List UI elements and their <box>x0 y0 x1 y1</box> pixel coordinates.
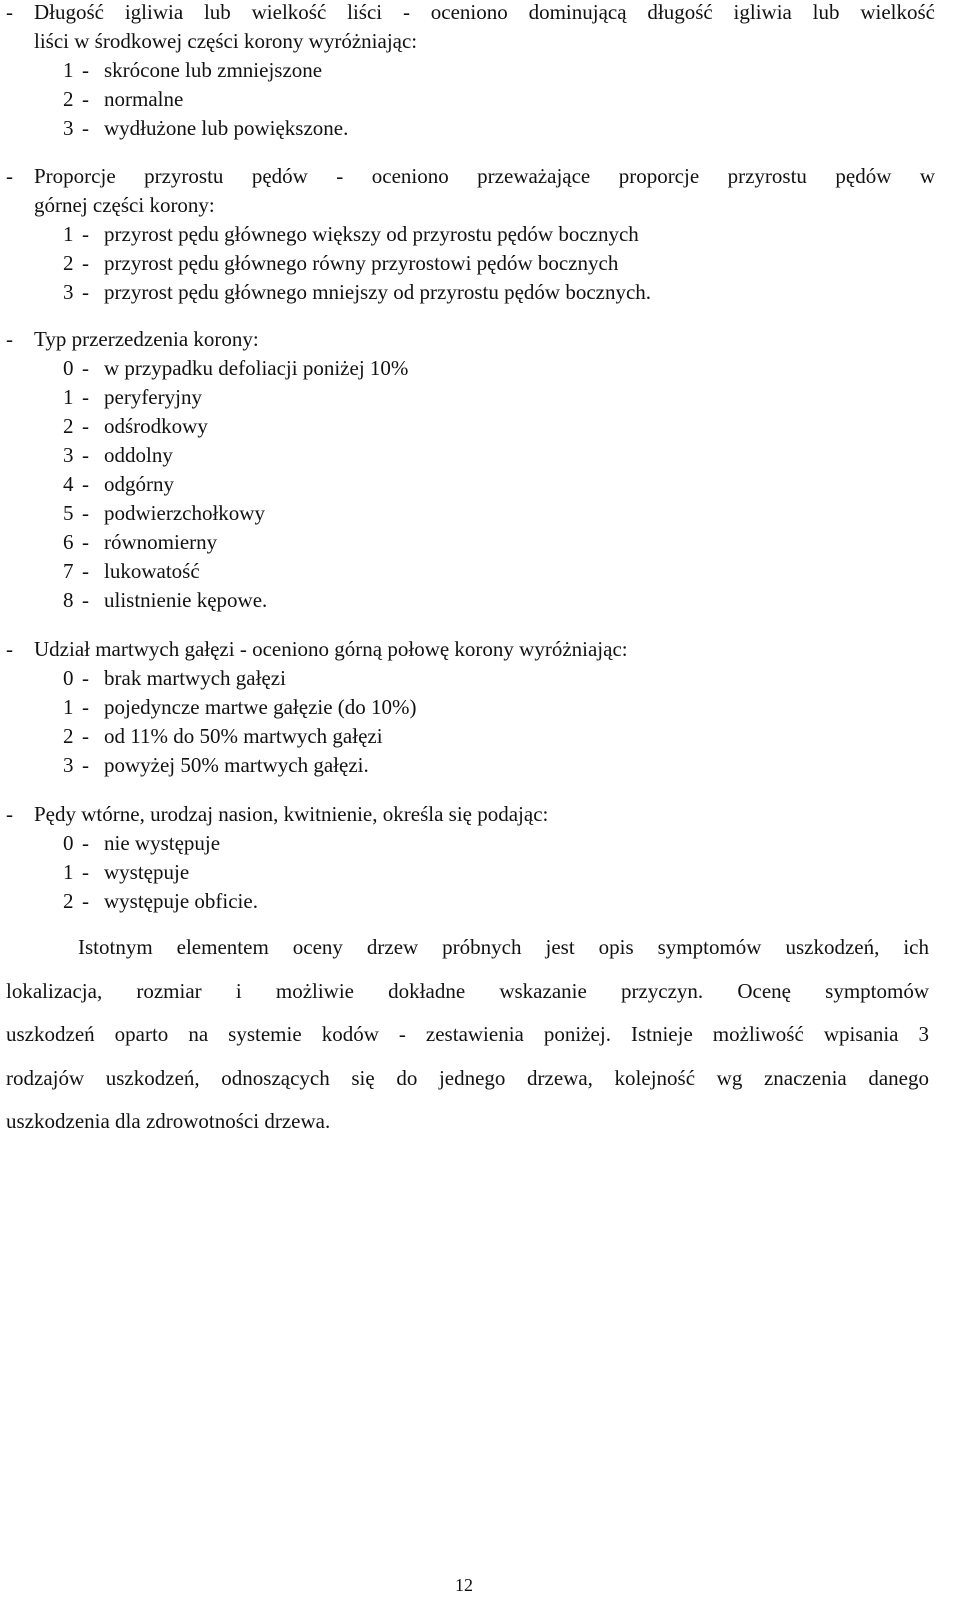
option-code: 3 <box>63 280 74 304</box>
option-separator: - <box>82 356 89 380</box>
option-code: 6 <box>63 530 74 554</box>
option-separator: - <box>82 831 89 855</box>
option-text: równomierny <box>104 530 218 554</box>
option-code: 5 <box>63 501 74 525</box>
bullet-dash: - <box>6 327 13 351</box>
option-separator: - <box>82 414 89 438</box>
list-item <box>0 278 935 307</box>
list-item <box>0 751 935 780</box>
option-text: przyrost pędu głównego mniejszy od przyrostu pędów bocznych. <box>104 280 652 304</box>
option-separator: - <box>82 889 89 913</box>
option-text: oddolny <box>104 443 173 467</box>
option-text: od 11% do 50% martwych gałęzi <box>104 724 383 748</box>
option-text: podwierzchołkowy <box>104 501 265 525</box>
option-code: 2 <box>63 87 74 111</box>
section-intro <box>0 800 935 829</box>
intro-line: Długość igliwia lub wielkość liści - oceniono dominującą długość igliwia lub wielkość <box>34 0 935 24</box>
option-code: 2 <box>63 414 74 438</box>
option-text: pojedyncze martwe gałęzie (do 10%) <box>104 695 417 719</box>
section-leaf-length <box>0 0 935 143</box>
list-item <box>0 528 935 557</box>
intro-line: Pędy wtórne, urodzaj nasion, kwitnienie, określa się podając: <box>34 802 549 826</box>
intro-line: liści w środkowej części korony wyróżniając: <box>34 29 418 53</box>
paragraph-line: uszkodzeń oparto na systemie kodów - zestawienia poniżej. Istnieje możliwość wpisania 3 <box>6 1022 929 1046</box>
list-item <box>0 354 935 383</box>
option-code: 0 <box>63 666 74 690</box>
list-item <box>0 664 935 693</box>
option-text: przyrost pędu głównego większy od przyrostu pędów bocznych <box>104 222 639 246</box>
option-code: 0 <box>63 356 74 380</box>
section-shoot-proportions <box>0 162 935 307</box>
list-item <box>0 470 935 499</box>
option-code: 3 <box>63 443 74 467</box>
option-separator: - <box>82 222 89 246</box>
option-text: ulistnienie kępowe. <box>104 588 268 612</box>
option-code: 1 <box>63 860 74 884</box>
list-item <box>0 586 935 615</box>
option-code: 7 <box>63 559 74 583</box>
option-text: odśrodkowy <box>104 414 208 438</box>
paragraph-line: Istotnym elementem oceny drzew próbnych jest opis symptomów uszkodzeń, ich <box>78 935 929 959</box>
paragraph-line: lokalizacja, rozmiar i możliwie dokładne wskazanie przyczyn. Ocenę symptomów <box>6 978 929 1003</box>
option-separator: - <box>82 385 89 409</box>
option-separator: - <box>82 87 89 111</box>
option-text: brak martwych gałęzi <box>104 666 286 690</box>
option-code: 3 <box>63 116 74 140</box>
bullet-dash: - <box>6 0 13 24</box>
option-separator: - <box>82 472 89 496</box>
option-separator: - <box>82 724 89 748</box>
section-intro <box>0 0 935 56</box>
list-item <box>0 56 935 85</box>
option-text: lukowatość <box>104 559 200 583</box>
option-separator: - <box>82 530 89 554</box>
option-code: 0 <box>63 831 74 855</box>
option-text: przyrost pędu głównego równy przyrostowi pędów bocznych <box>104 251 619 275</box>
list-item <box>0 114 935 143</box>
intro-line: Typ przerzedzenia korony: <box>34 327 259 351</box>
option-code: 1 <box>63 695 74 719</box>
section-secondary-shoots <box>0 800 935 916</box>
option-separator: - <box>82 666 89 690</box>
option-text: normalne <box>104 87 184 111</box>
option-code: 2 <box>63 251 74 275</box>
option-separator: - <box>82 695 89 719</box>
option-separator: - <box>82 559 89 583</box>
option-text: występuje <box>104 860 190 884</box>
list-item <box>0 829 935 858</box>
page-number: 12 <box>455 1575 473 1595</box>
option-code: 1 <box>63 222 74 246</box>
option-text: powyżej 50% martwych gałęzi. <box>104 753 369 777</box>
section-crown-thinning-type <box>0 325 935 615</box>
option-separator: - <box>82 860 89 884</box>
option-code: 2 <box>63 889 74 913</box>
option-separator: - <box>82 501 89 525</box>
option-code: 4 <box>63 472 74 496</box>
option-code: 1 <box>63 385 74 409</box>
bullet-dash: - <box>6 802 13 826</box>
list-item <box>0 441 935 470</box>
option-text: wydłużone lub powiększone. <box>104 116 349 140</box>
option-text: występuje obficie. <box>104 889 258 913</box>
section-intro <box>0 162 935 220</box>
option-code: 8 <box>63 588 74 612</box>
option-text: w przypadku defoliacji poniżej 10% <box>104 356 409 380</box>
list-item <box>0 722 935 751</box>
option-separator: - <box>82 280 89 304</box>
option-separator: - <box>82 116 89 140</box>
list-item <box>0 557 935 586</box>
list-item <box>0 220 935 249</box>
option-text: odgórny <box>104 472 174 496</box>
intro-line: Udział martwych gałęzi - oceniono górną połowę korony wyróżniając: <box>34 637 628 661</box>
body-paragraph <box>6 926 929 1144</box>
option-code: 1 <box>63 58 74 82</box>
list-item <box>0 858 935 887</box>
intro-line: Proporcje przyrostu pędów - oceniono przeważające proporcje przyrostu pędów w <box>34 164 935 188</box>
option-text: skrócone lub zmniejszone <box>104 58 323 82</box>
option-text: nie występuje <box>104 831 221 855</box>
list-item <box>0 383 935 412</box>
option-separator: - <box>82 588 89 612</box>
paragraph-line: uszkodzenia dla zdrowotności drzewa. <box>6 1109 331 1133</box>
option-code: 3 <box>63 753 74 777</box>
bullet-dash: - <box>6 637 13 661</box>
section-dead-branches <box>0 635 935 780</box>
list-item <box>0 412 935 441</box>
option-separator: - <box>82 443 89 467</box>
section-intro <box>0 325 935 354</box>
option-separator: - <box>82 251 89 275</box>
list-item <box>0 249 935 278</box>
option-separator: - <box>82 58 89 82</box>
list-item <box>0 887 935 916</box>
list-item <box>0 499 935 528</box>
paragraph-line: rodzajów uszkodzeń, odnoszących się do jednego drzewa, kolejność wg znaczenia danego <box>6 1065 929 1090</box>
bullet-dash: - <box>6 164 13 188</box>
option-text: peryferyjny <box>104 385 202 409</box>
list-item <box>0 693 935 722</box>
option-separator: - <box>82 753 89 777</box>
intro-line: górnej części korony: <box>34 193 215 217</box>
section-intro <box>0 635 935 664</box>
list-item <box>0 85 935 114</box>
option-code: 2 <box>63 724 74 748</box>
